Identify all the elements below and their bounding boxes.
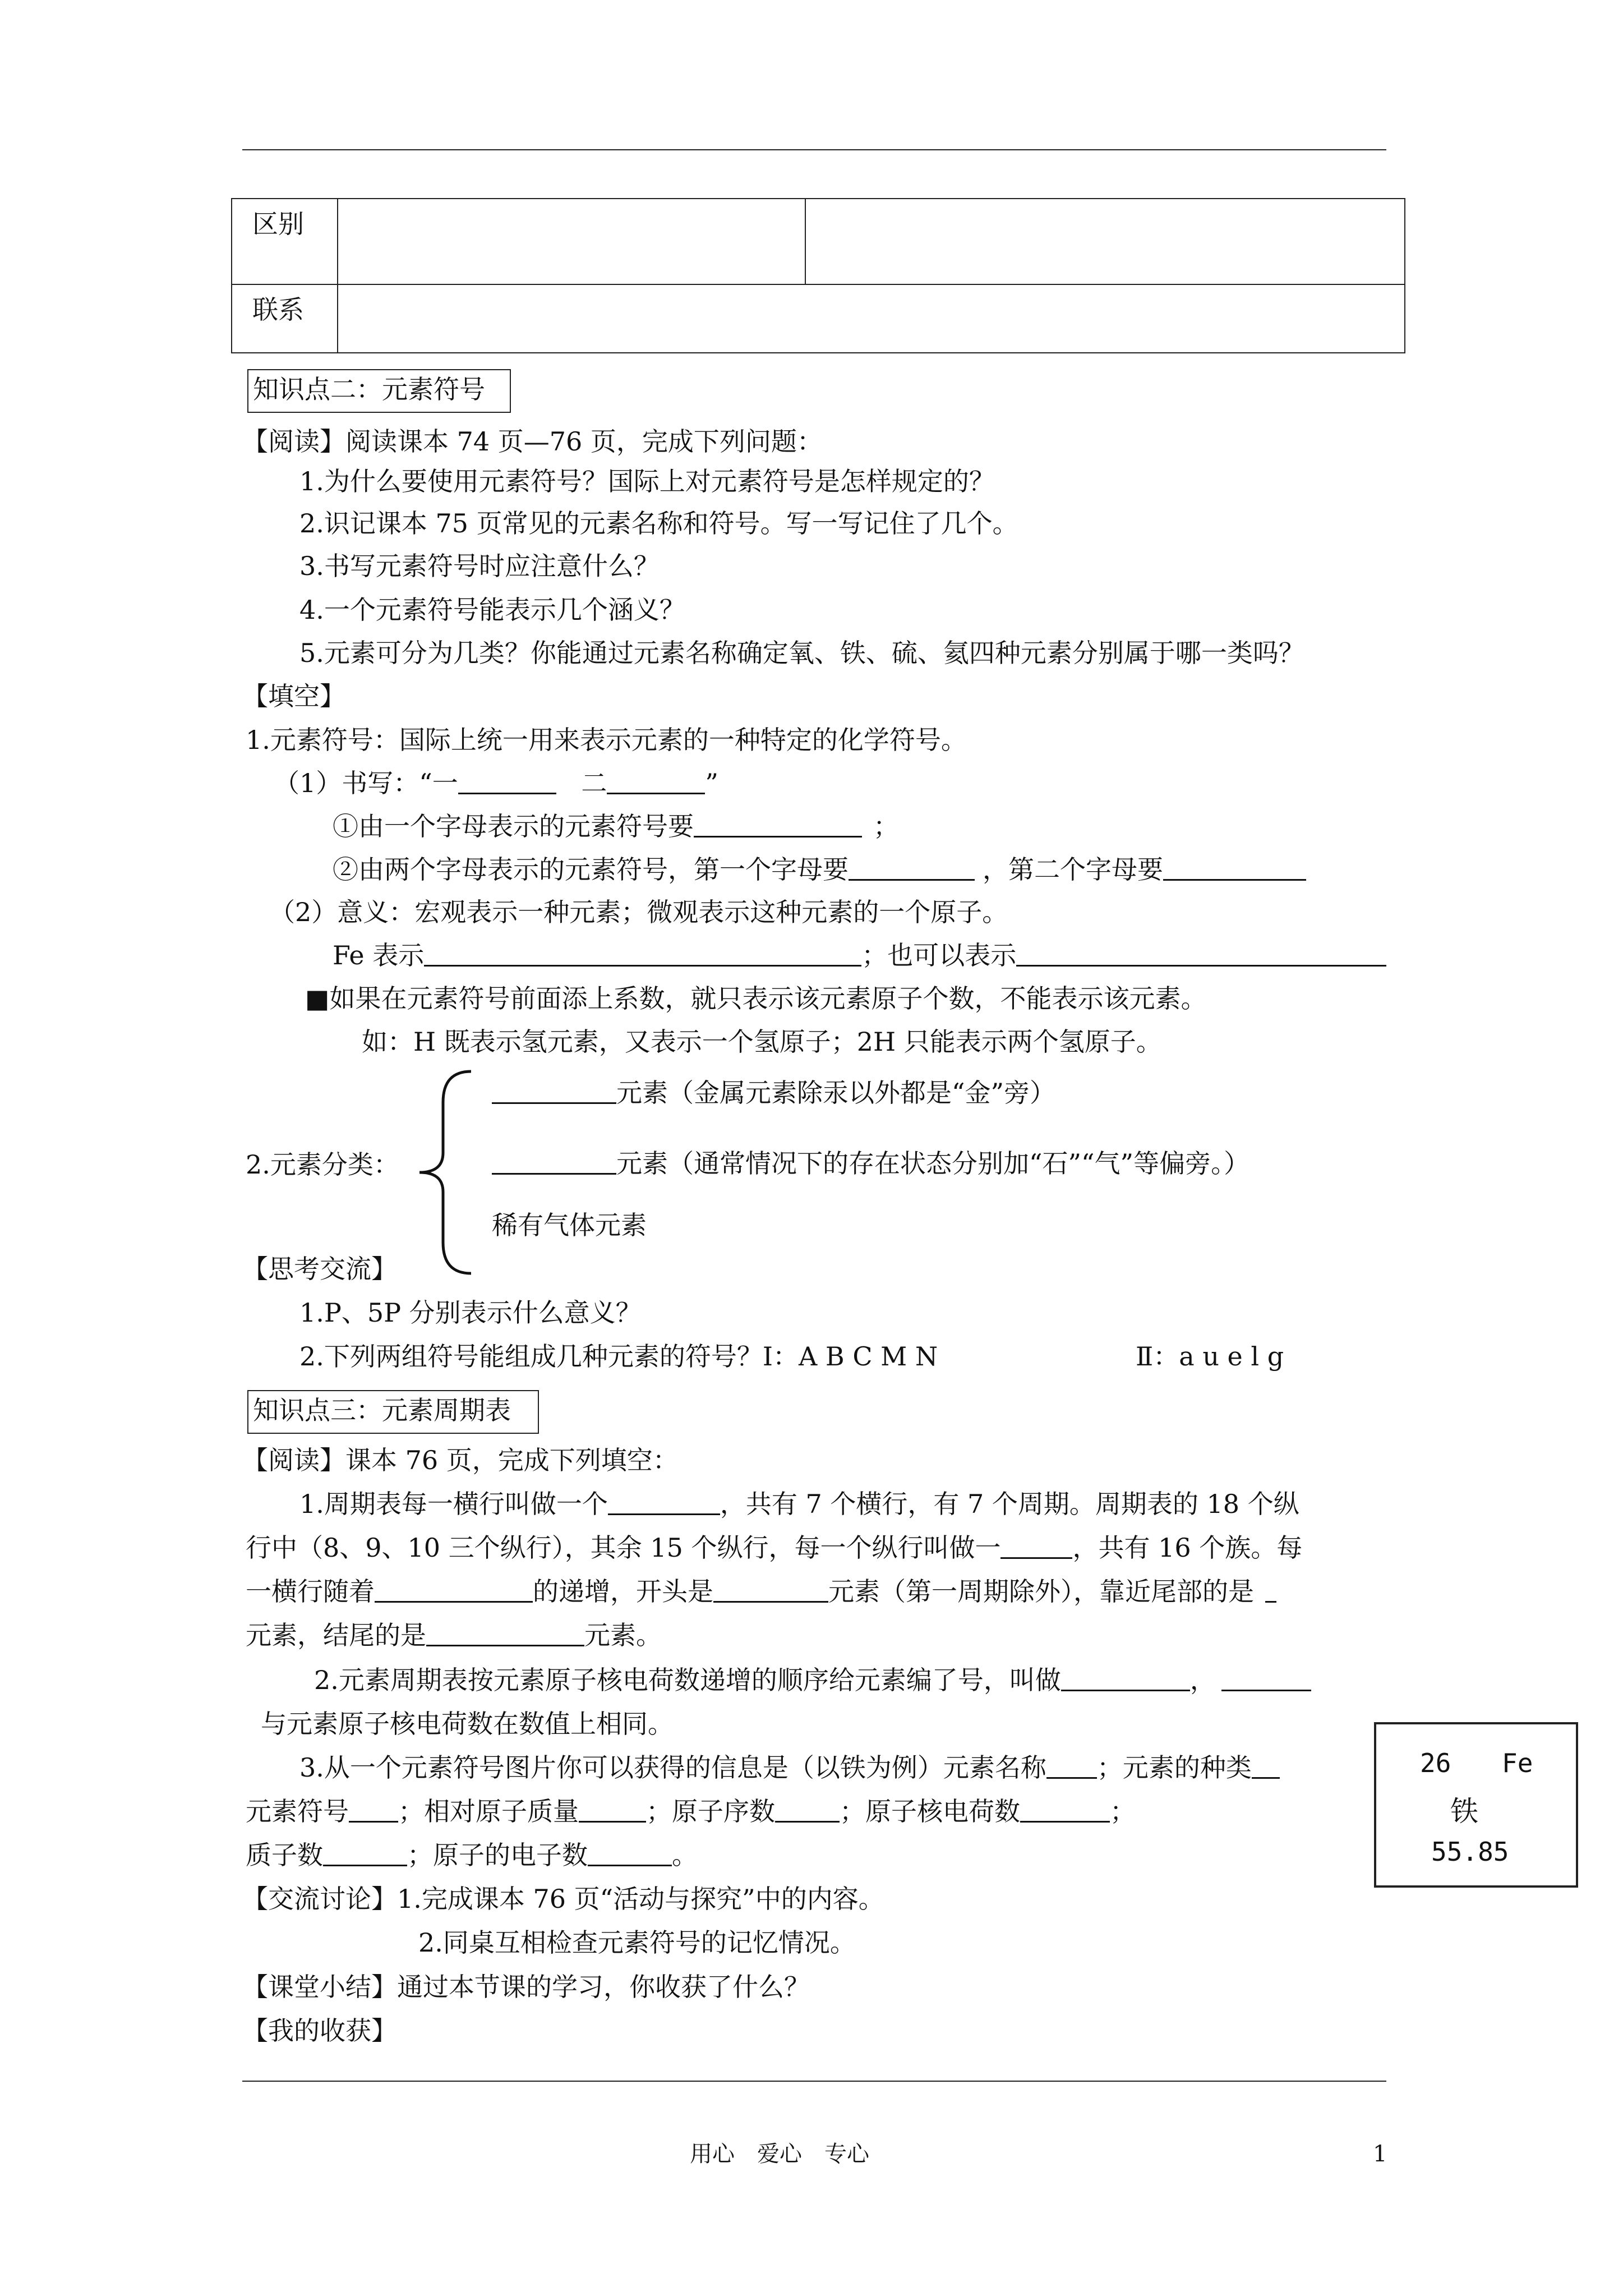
footer-motto: 用心 爱心 专心 [690, 2141, 869, 2167]
section-heading: 知识点二：元素符号 [253, 374, 485, 404]
element-symbol: Fe [1502, 1748, 1533, 1778]
paragraph: （2）意义：宏观表示一种元素；微观表示这种元素的一个原子。 [269, 897, 1008, 927]
blank-answer[interactable] [608, 1489, 720, 1515]
table-cell [338, 199, 805, 284]
read-instruction: 【阅读】阅读课本 74 页—76 页，完成下列问题： [242, 426, 823, 457]
footer-rule [242, 2081, 1386, 2082]
blank-answer[interactable] [1265, 1576, 1276, 1603]
discussion: 【交流讨论】1.完成课本 76 页“活动与探究”中的内容。 [242, 1884, 884, 1914]
classification-label: 2.元素分类： [246, 1149, 399, 1180]
fill-line: 3.从一个元素符号图片你可以获得的信息是（以铁为例）元素名称 ；元素的种类 [299, 1752, 1280, 1783]
summary: 【课堂小结】通过本节课的学习，你收获了什么？ [242, 1972, 810, 2002]
element-mass: 55.85 [1431, 1837, 1509, 1867]
fill-line: 一横行随着 的递增，开头是 元素（第一周期除外），靠近尾部的是 [246, 1576, 1276, 1607]
fill-line: （1）书写：“一 二 ” [274, 768, 718, 798]
element-number: 26 [1420, 1748, 1451, 1778]
blank-answer[interactable] [694, 811, 862, 838]
element-name: 铁 [1450, 1795, 1478, 1828]
blank-answer[interactable] [1016, 940, 1386, 967]
brace-icon [415, 1069, 477, 1276]
think-heading: 【思考交流】 [242, 1254, 397, 1284]
blank-answer[interactable] [1252, 1752, 1280, 1779]
blank-answer[interactable] [713, 1576, 828, 1603]
header-rule [242, 149, 1386, 150]
blank-answer[interactable] [607, 768, 705, 794]
blank-answer[interactable] [492, 1148, 616, 1175]
paragraph: 与元素原子核电荷数在数值上相同。 [261, 1709, 674, 1739]
question: 4.一个元素符号能表示几个涵义？ [299, 595, 685, 625]
question: 1.P、5P 分别表示什么意义？ [299, 1297, 642, 1328]
blank-answer[interactable] [375, 1576, 533, 1603]
blank-answer[interactable] [349, 1796, 398, 1823]
discussion: 2.同桌互相检查元素符号的记忆情况。 [418, 1927, 856, 1958]
blank-answer[interactable] [1020, 1796, 1110, 1823]
fill-heading: 【填空】 [242, 681, 345, 711]
blank-answer[interactable] [1046, 1752, 1097, 1779]
blank-answer[interactable] [1061, 1665, 1190, 1691]
read-instruction: 【阅读】课本 76 页，完成下列填空： [242, 1445, 679, 1475]
page-number: 1 [1373, 2141, 1387, 2167]
blank-answer[interactable] [426, 1620, 584, 1646]
paragraph: ■如果在元素符号前面添上系数，就只表示该元素原子个数，不能表示该元素。 [305, 983, 1207, 1014]
table-row-label: 联系 [232, 284, 338, 353]
question: 3.书写元素符号时应注意什么？ [299, 551, 660, 581]
table-row-label: 区别 [232, 199, 338, 284]
table-cell [805, 199, 1405, 284]
fill-line: 2.元素周期表按元素原子核电荷数递增的顺序给元素编了号，叫做 ， [314, 1664, 1311, 1696]
blank-answer[interactable] [775, 1796, 840, 1823]
blank-answer[interactable] [323, 1840, 407, 1866]
paragraph: 如：H 既表示氢元素，又表示一个氢原子；2H 只能表示两个氢原子。 [362, 1027, 1162, 1057]
table-cell [338, 284, 1405, 353]
question: 2.下列两组符号能组成几种元素的符号？Ⅰ：A B C M N [299, 1341, 938, 1372]
question: 2.识记课本 75 页常见的元素名称和符号。写一写记住了几个。 [299, 508, 1018, 539]
classification-item: 元素（金属元素除汞以外都是“金”旁） [492, 1077, 1055, 1108]
gain-heading: 【我的收获】 [242, 2016, 397, 2046]
blank-answer[interactable] [1163, 854, 1306, 881]
blank-answer[interactable] [458, 768, 556, 794]
blank-answer[interactable] [588, 1840, 672, 1866]
question: Ⅱ：a u e l g [1136, 1341, 1284, 1372]
question: 5.元素可分为几类？你能通过元素名称确定氧、铁、硫、氦四种元素分别属于哪一类吗？ [299, 638, 1304, 668]
blank-answer[interactable] [1221, 1665, 1311, 1691]
blank-answer[interactable] [579, 1796, 646, 1823]
fill-line: 行中（8、9、10 三个纵行），其余 15 个纵行，每一个纵行叫做一 ，共有 16 个族。每 [246, 1533, 1303, 1563]
blank-answer[interactable] [1000, 1533, 1072, 1559]
fill-line: 元素符号 ；相对原子质量 ；原子序数 ；原子核电荷数 ； [246, 1796, 1136, 1826]
classification-item: 稀有气体元素 [492, 1210, 647, 1240]
fill-line: ②由两个字母表示的元素符号，第一个字母要 ，第二个字母要 [333, 854, 1306, 885]
classification-item: 元素（通常情况下的存在状态分别加“石”“气”等偏旁。） [492, 1148, 1249, 1179]
fill-line: 元素，结尾的是 元素。 [246, 1620, 662, 1650]
fill-line: ①由一个字母表示的元素符号要 ； [333, 811, 899, 841]
fill-line: Fe 表示 ；也可以表示 [333, 940, 1386, 971]
element-card [1374, 1722, 1578, 1888]
comparison-table [231, 198, 1405, 353]
blank-answer[interactable] [492, 1078, 616, 1104]
blank-answer[interactable] [424, 940, 861, 967]
fill-line: 1.周期表每一横行叫做一个 ，共有 7 个横行，有 7 个周期。周期表的 18 个纵 [299, 1489, 1299, 1519]
fill-line: 质子数 ；原子的电子数 。 [246, 1840, 698, 1870]
paragraph: 1.元素符号：国际上统一用来表示元素的一种特定的化学符号。 [246, 725, 967, 755]
section-heading: 知识点三：元素周期表 [253, 1395, 511, 1425]
blank-answer[interactable] [849, 854, 975, 881]
question: 1.为什么要使用元素符号？国际上对元素符号是怎样规定的？ [299, 466, 995, 496]
